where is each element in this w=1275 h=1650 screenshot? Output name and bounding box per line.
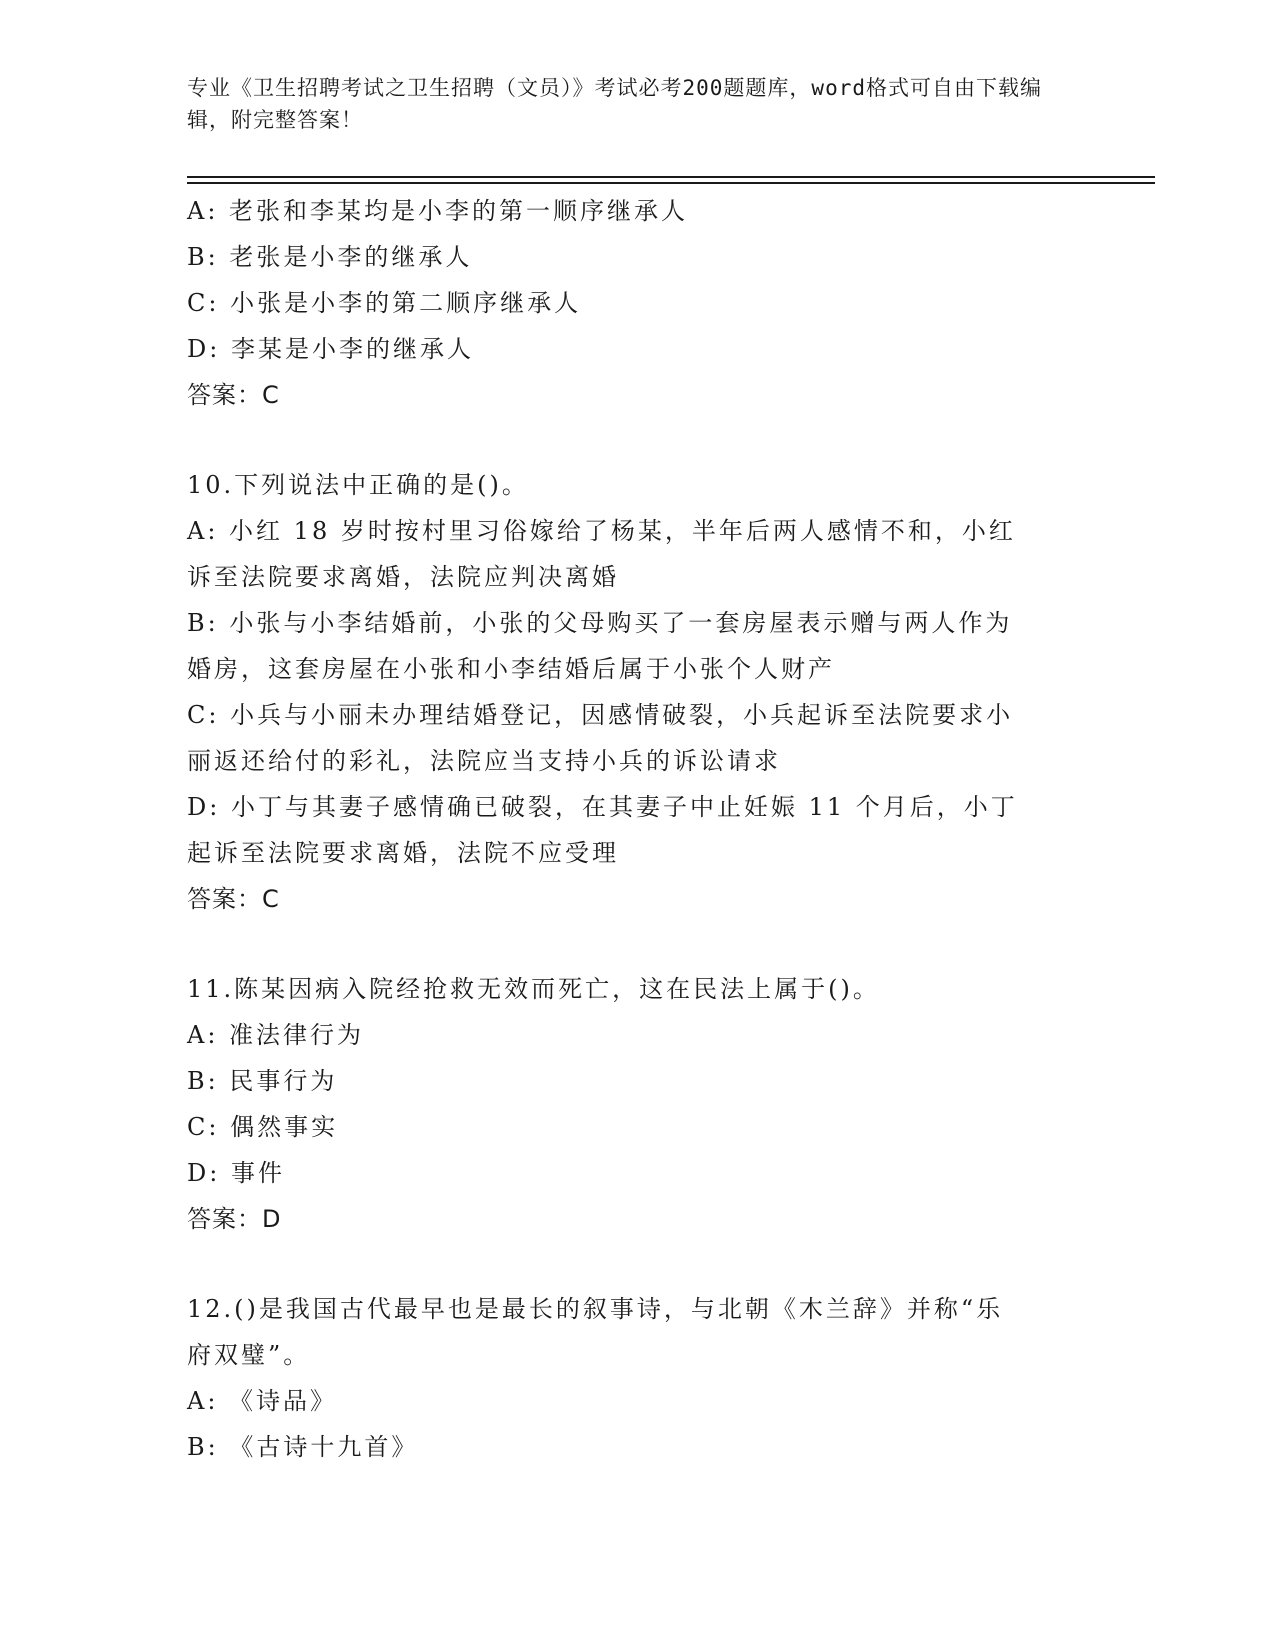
header-rule-bottom — [187, 182, 1155, 184]
question-stem: 11.陈某因病入院经抢救无效而死亡，这在民法上属于()。 — [187, 975, 880, 1003]
answer: 答案：D — [187, 1205, 282, 1233]
option-b: B: 民事行为 — [187, 1067, 338, 1095]
option-d: D: 李某是小李的继承人 — [187, 335, 474, 363]
option-b: B: 老张是小李的继承人 — [187, 243, 473, 271]
option-d: D: 事件 — [187, 1159, 285, 1187]
question-11 — [187, 966, 1087, 1242]
header-rule-top — [187, 176, 1155, 178]
option-a-continued: 诉至法院要求离婚，法院应判决离婚 — [187, 563, 619, 591]
option-a: A: 老张和李某均是小李的第一顺序继承人 — [187, 197, 689, 225]
spacer — [187, 1242, 1087, 1286]
question-10 — [187, 462, 1087, 922]
answer: 答案：C — [187, 381, 280, 409]
spacer — [187, 418, 1087, 462]
document-header: 专业《卫生招聘考试之卫生招聘（文员）》考试必考200题题库，word格式可自由下载编辑，附完整答案！ — [187, 76, 1042, 132]
spacer — [187, 922, 1087, 966]
option-a: A: 准法律行为 — [187, 1021, 365, 1049]
option-c: C: 小张是小李的第二顺序继承人 — [187, 289, 582, 317]
question-9 — [187, 188, 1087, 418]
question-stem: 12.()是我国古代最早也是最长的叙事诗，与北朝《木兰辞》并称“乐 — [187, 1295, 1004, 1323]
option-b: B: 小张与小李结婚前，小张的父母购买了一套房屋表示赠与两人作为 — [187, 609, 1013, 637]
option-c: C: 偶然事实 — [187, 1113, 339, 1141]
option-d: D: 小丁与其妻子感情确已破裂，在其妻子中止妊娠 11 个月后，小丁 — [187, 793, 1018, 821]
option-d-continued: 起诉至法院要求离婚，法院不应受理 — [187, 839, 619, 867]
option-b: B: 《古诗十九首》 — [187, 1433, 419, 1461]
question-stem-continued: 府双璧”。 — [187, 1341, 311, 1369]
option-b-continued: 婚房，这套房屋在小张和小李结婚后属于小张个人财产 — [187, 655, 835, 683]
option-a: A: 《诗品》 — [187, 1387, 338, 1415]
answer: 答案：C — [187, 885, 280, 913]
option-c: C: 小兵与小丽未办理结婚登记，因感情破裂，小兵起诉至法院要求小 — [187, 701, 1014, 729]
question-stem: 10.下列说法中正确的是()。 — [187, 471, 529, 499]
option-a: A: 小红 18 岁时按村里习俗嫁给了杨某，半年后两人感情不和，小红 — [187, 517, 1016, 545]
option-c-continued: 丽返还给付的彩礼，法院应当支持小兵的诉讼请求 — [187, 747, 781, 775]
question-12 — [187, 1286, 1087, 1470]
question-list — [187, 188, 1087, 1470]
